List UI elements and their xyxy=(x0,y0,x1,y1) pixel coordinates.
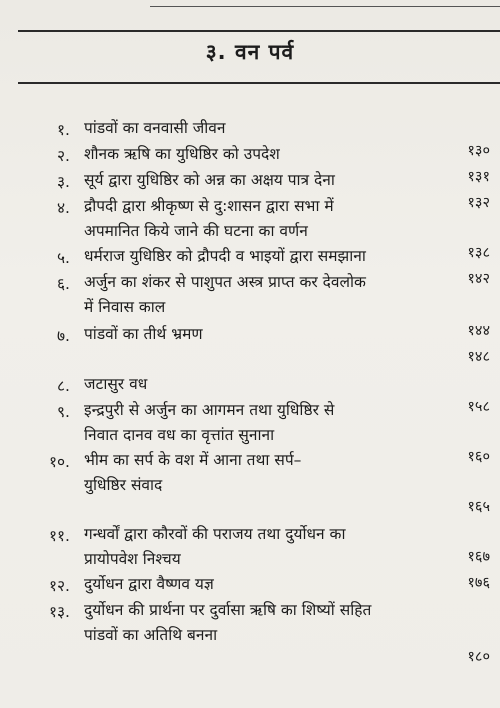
entry-page-number: १६७ xyxy=(467,549,490,565)
entry-title: अर्जुन का शंकर से पाशुपत अस्त्र प्राप्त कर देवलोक में निवास काल xyxy=(84,273,366,316)
entry-page-number: १३० xyxy=(467,143,490,159)
entry-title: जटासुर वध xyxy=(84,375,148,393)
entry-page-number: १८० xyxy=(467,649,490,665)
entry-page-number: १४२ xyxy=(467,271,490,287)
entry-number: १०. xyxy=(48,453,70,471)
entry-page-number: १५८ xyxy=(467,399,490,415)
entry-title: भीम का सर्प के वश में आना तथा सर्प– युधिष्ठिर संवाद xyxy=(84,451,302,494)
top-rule-thin xyxy=(150,6,500,7)
entry-title: दुर्योधन की प्रार्थना पर दुर्वासा ऋषि का शिष्यों सहित पांडवों का अतिथि बनना xyxy=(84,601,372,644)
entry-title: द्रौपदी द्वारा श्रीकृष्ण से दु:शासन द्वारा सभा में अपमानित किये जाने की घटना का वर्णन xyxy=(84,197,334,240)
entry-number: ६. xyxy=(57,275,70,293)
entry-page-number: १३१ xyxy=(467,169,490,185)
entry-page-number: १४४ xyxy=(467,323,490,339)
entry-page-number: १७६ xyxy=(467,575,490,591)
entry-title: पांडवों का वनवासी जीवन xyxy=(84,119,226,137)
entry-number: ११. xyxy=(48,527,70,545)
entry-title: इन्द्रपुरी से अर्जुन का आगमन तथा युधिष्ठिर से निवात दानव वध का वृत्तांत सुनाना xyxy=(84,401,335,444)
entry-number: ८. xyxy=(57,377,70,395)
entry-page-number: १६० xyxy=(467,449,490,465)
top-rule xyxy=(18,30,500,32)
entry-title: दुर्योधन द्वारा वैष्णव यज्ञ xyxy=(84,575,214,593)
entry-number: २. xyxy=(57,147,70,165)
entry-number: ७. xyxy=(57,327,70,345)
entry-number: १३. xyxy=(48,603,70,621)
entry-title: गन्धर्वों द्वारा कौरवों की पराजय तथा दुर्योधन का प्रायोपवेश निश्चय xyxy=(84,525,346,568)
entry-number: १. xyxy=(57,121,70,139)
entry-number: ५. xyxy=(57,249,70,267)
entry-title: धर्मराज युधिष्ठिर को द्रौपदी व भाइयों द्वारा समझाना xyxy=(84,247,366,265)
heading-rule xyxy=(18,82,500,84)
entry-page-number: १६५ xyxy=(467,499,490,515)
entry-page-number: १३८ xyxy=(467,245,490,261)
entry-page-number: १४८ xyxy=(467,349,490,365)
entry-page-number: १३२ xyxy=(467,195,490,211)
entry-title: सूर्य द्वारा युधिष्ठिर को अन्न का अक्षय पात्र देना xyxy=(84,171,335,189)
entry-title: शौनक ऋषि का युधिष्ठिर को उपदेश xyxy=(84,145,280,163)
entry-number: १२. xyxy=(48,577,70,595)
entry-title: पांडवों का तीर्थ भ्रमण xyxy=(84,325,203,343)
chapter-heading: ३. वन पर्व xyxy=(205,40,295,64)
entry-number: ३. xyxy=(57,173,70,191)
entry-number: ९. xyxy=(57,403,70,421)
entry-number: ४. xyxy=(57,199,70,217)
